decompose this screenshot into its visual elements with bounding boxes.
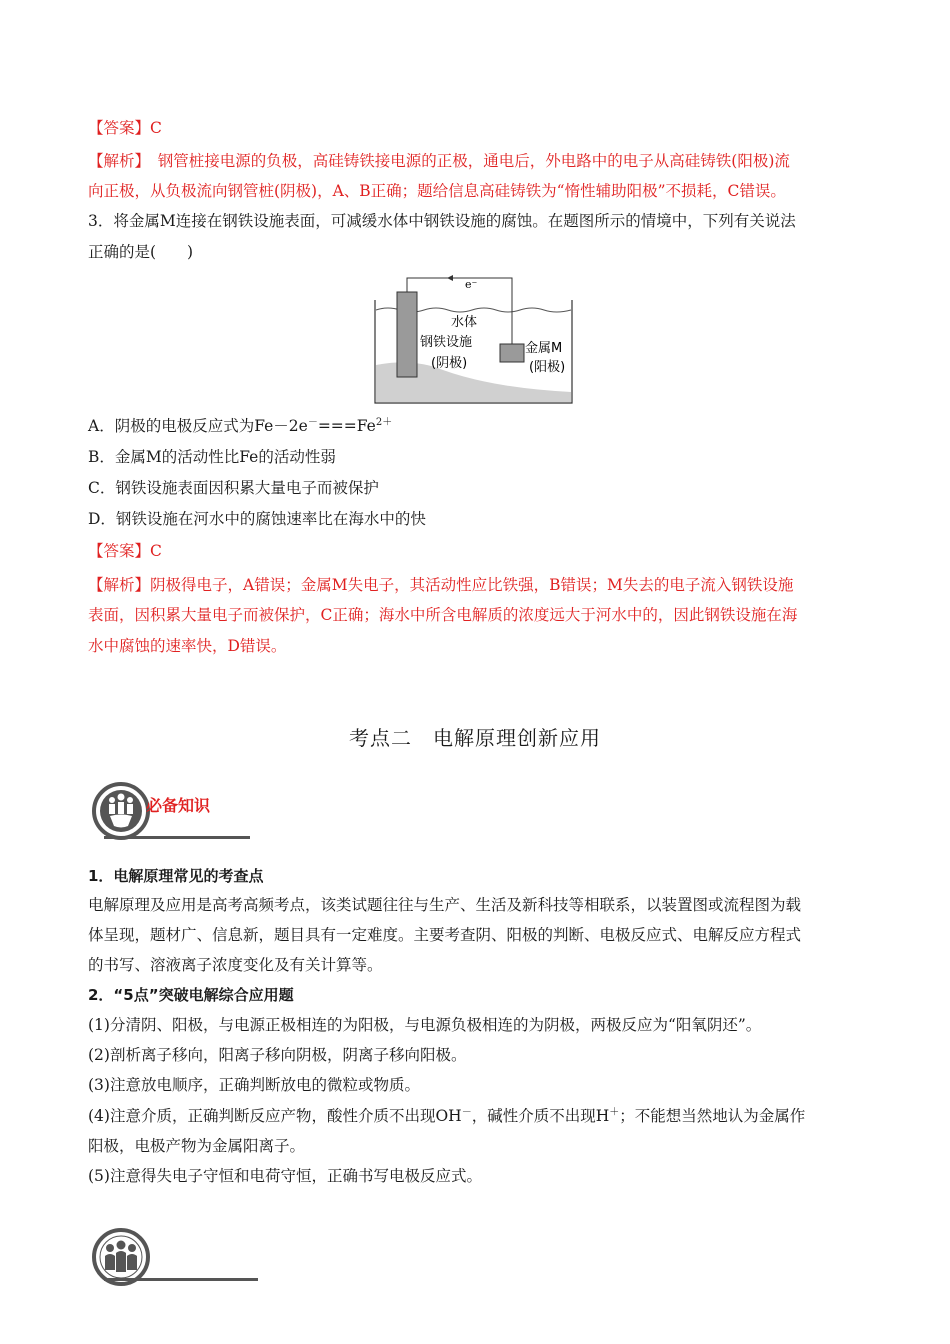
q3-option-c: C．钢铁设施表面因积累大量电子而被保护 — [88, 479, 379, 497]
bottom-underline — [104, 1278, 258, 1281]
q3-option-d: D．钢铁设施在河水中的腐蚀速率比在海水中的快 — [88, 510, 426, 528]
q3-option-b: B．金属M的活动性比Fe的活动性弱 — [88, 448, 336, 466]
q3-stem-line1: 3．将金属M连接在钢铁设施表面，可减缓水体中钢铁设施的腐蚀。在题图所示的情境中，下列有关说法 — [88, 212, 796, 230]
section-title: 考点二 电解原理创新应用 — [349, 726, 601, 750]
q3-figure — [373, 270, 577, 407]
knowledge-label: 必备知识 — [146, 796, 211, 815]
steel-facility — [397, 292, 417, 377]
knowledge-item-1: (1)分清阴、阳极，与电源正极相连的为阳极，与电源负极相连的为阴极，两极反应为“阳氧阴还”。 — [88, 1016, 762, 1034]
metal-label: 金属M — [525, 341, 563, 356]
q3-option-a: A．阴极的电极反应式为$Fe-2e^-===Fe^{2+}$ — [88, 416, 393, 435]
q2-answer: 【答案】C — [88, 119, 162, 137]
water-label: 水体 — [451, 315, 478, 330]
steel-role-label: (阴极) — [431, 356, 468, 371]
knowledge-p1-line3: 的书写、溶液离子浓度变化及有关计算等。 — [88, 956, 383, 974]
knowledge-badge-icon — [90, 780, 152, 842]
q3-analysis-line1: 【解析】阴极得电子，A错误；金属M失电子，其活动性应比铁强，B错误；M失去的电子流入钢铁设施 — [88, 576, 794, 594]
knowledge-item-4: (4)注意介质，正确判断反应产物，酸性介质不出现OH－，碱性介质不出现H＋；不能想当然地认为金属作 — [88, 1106, 806, 1125]
corrosion-diagram — [373, 270, 577, 407]
knowledge-item-4-line2: 阳极，电极产物为金属阳离子。 — [88, 1137, 306, 1155]
q3-analysis-line3: 水中腐蚀的速率快，D错误。 — [88, 637, 287, 655]
q2-analysis-line1: 【解析】 钢管桩接电源的负极，高硅铸铁接电源的正极，通电后，外电路中的电子从高硅铸铁(阳极)流 — [88, 152, 790, 170]
metal-role-label: (阳极) — [529, 360, 566, 375]
knowledge-heading-1: 1．电解原理常见的考查点 — [88, 867, 264, 885]
knowledge-item-3: (3)注意放电顺序，正确判断放电的微粒或物质。 — [88, 1076, 420, 1094]
knowledge-item-2: (2)剖析离子移向，阳离子移向阴极，阴离子移向阳极。 — [88, 1046, 467, 1064]
q2-analysis-line2: 向正极，从负极流向钢管桩(阴极)，A、B正确；题给信息高硅铸铁为“惰性辅助阳极”不损耗，C错误。 — [88, 182, 786, 200]
knowledge-underline — [104, 836, 250, 839]
knowledge-p1-line2: 体呈现，题材广、信息新，题目具有一定难度。主要考查阴、阳极的判断、电极反应式、电解反应方程式 — [88, 926, 802, 944]
q3-answer: 【答案】C — [88, 542, 162, 560]
knowledge-item-5: (5)注意得失电子守恒和电荷守恒，正确书写电极反应式。 — [88, 1167, 482, 1185]
q3-analysis-line2: 表面，因积累大量电子而被保护，C正确；海水中所含电解质的浓度远大于河水中的，因此钢铁设施在海 — [88, 606, 798, 624]
knowledge-p1-line1: 电解原理及应用是高考高频考点，该类试题往往与生产、生活及新科技等相联系，以装置图或流程图为载 — [88, 896, 802, 914]
electron-label: e⁻ — [465, 278, 478, 291]
arrow-head-icon — [447, 275, 453, 281]
knowledge-heading-2: 2．“5点”突破电解综合应用题 — [88, 986, 294, 1004]
q3-stem-line2: 正确的是( ) — [88, 243, 194, 261]
steel-label: 钢铁设施 — [420, 335, 473, 350]
metal-m-block — [500, 344, 524, 362]
